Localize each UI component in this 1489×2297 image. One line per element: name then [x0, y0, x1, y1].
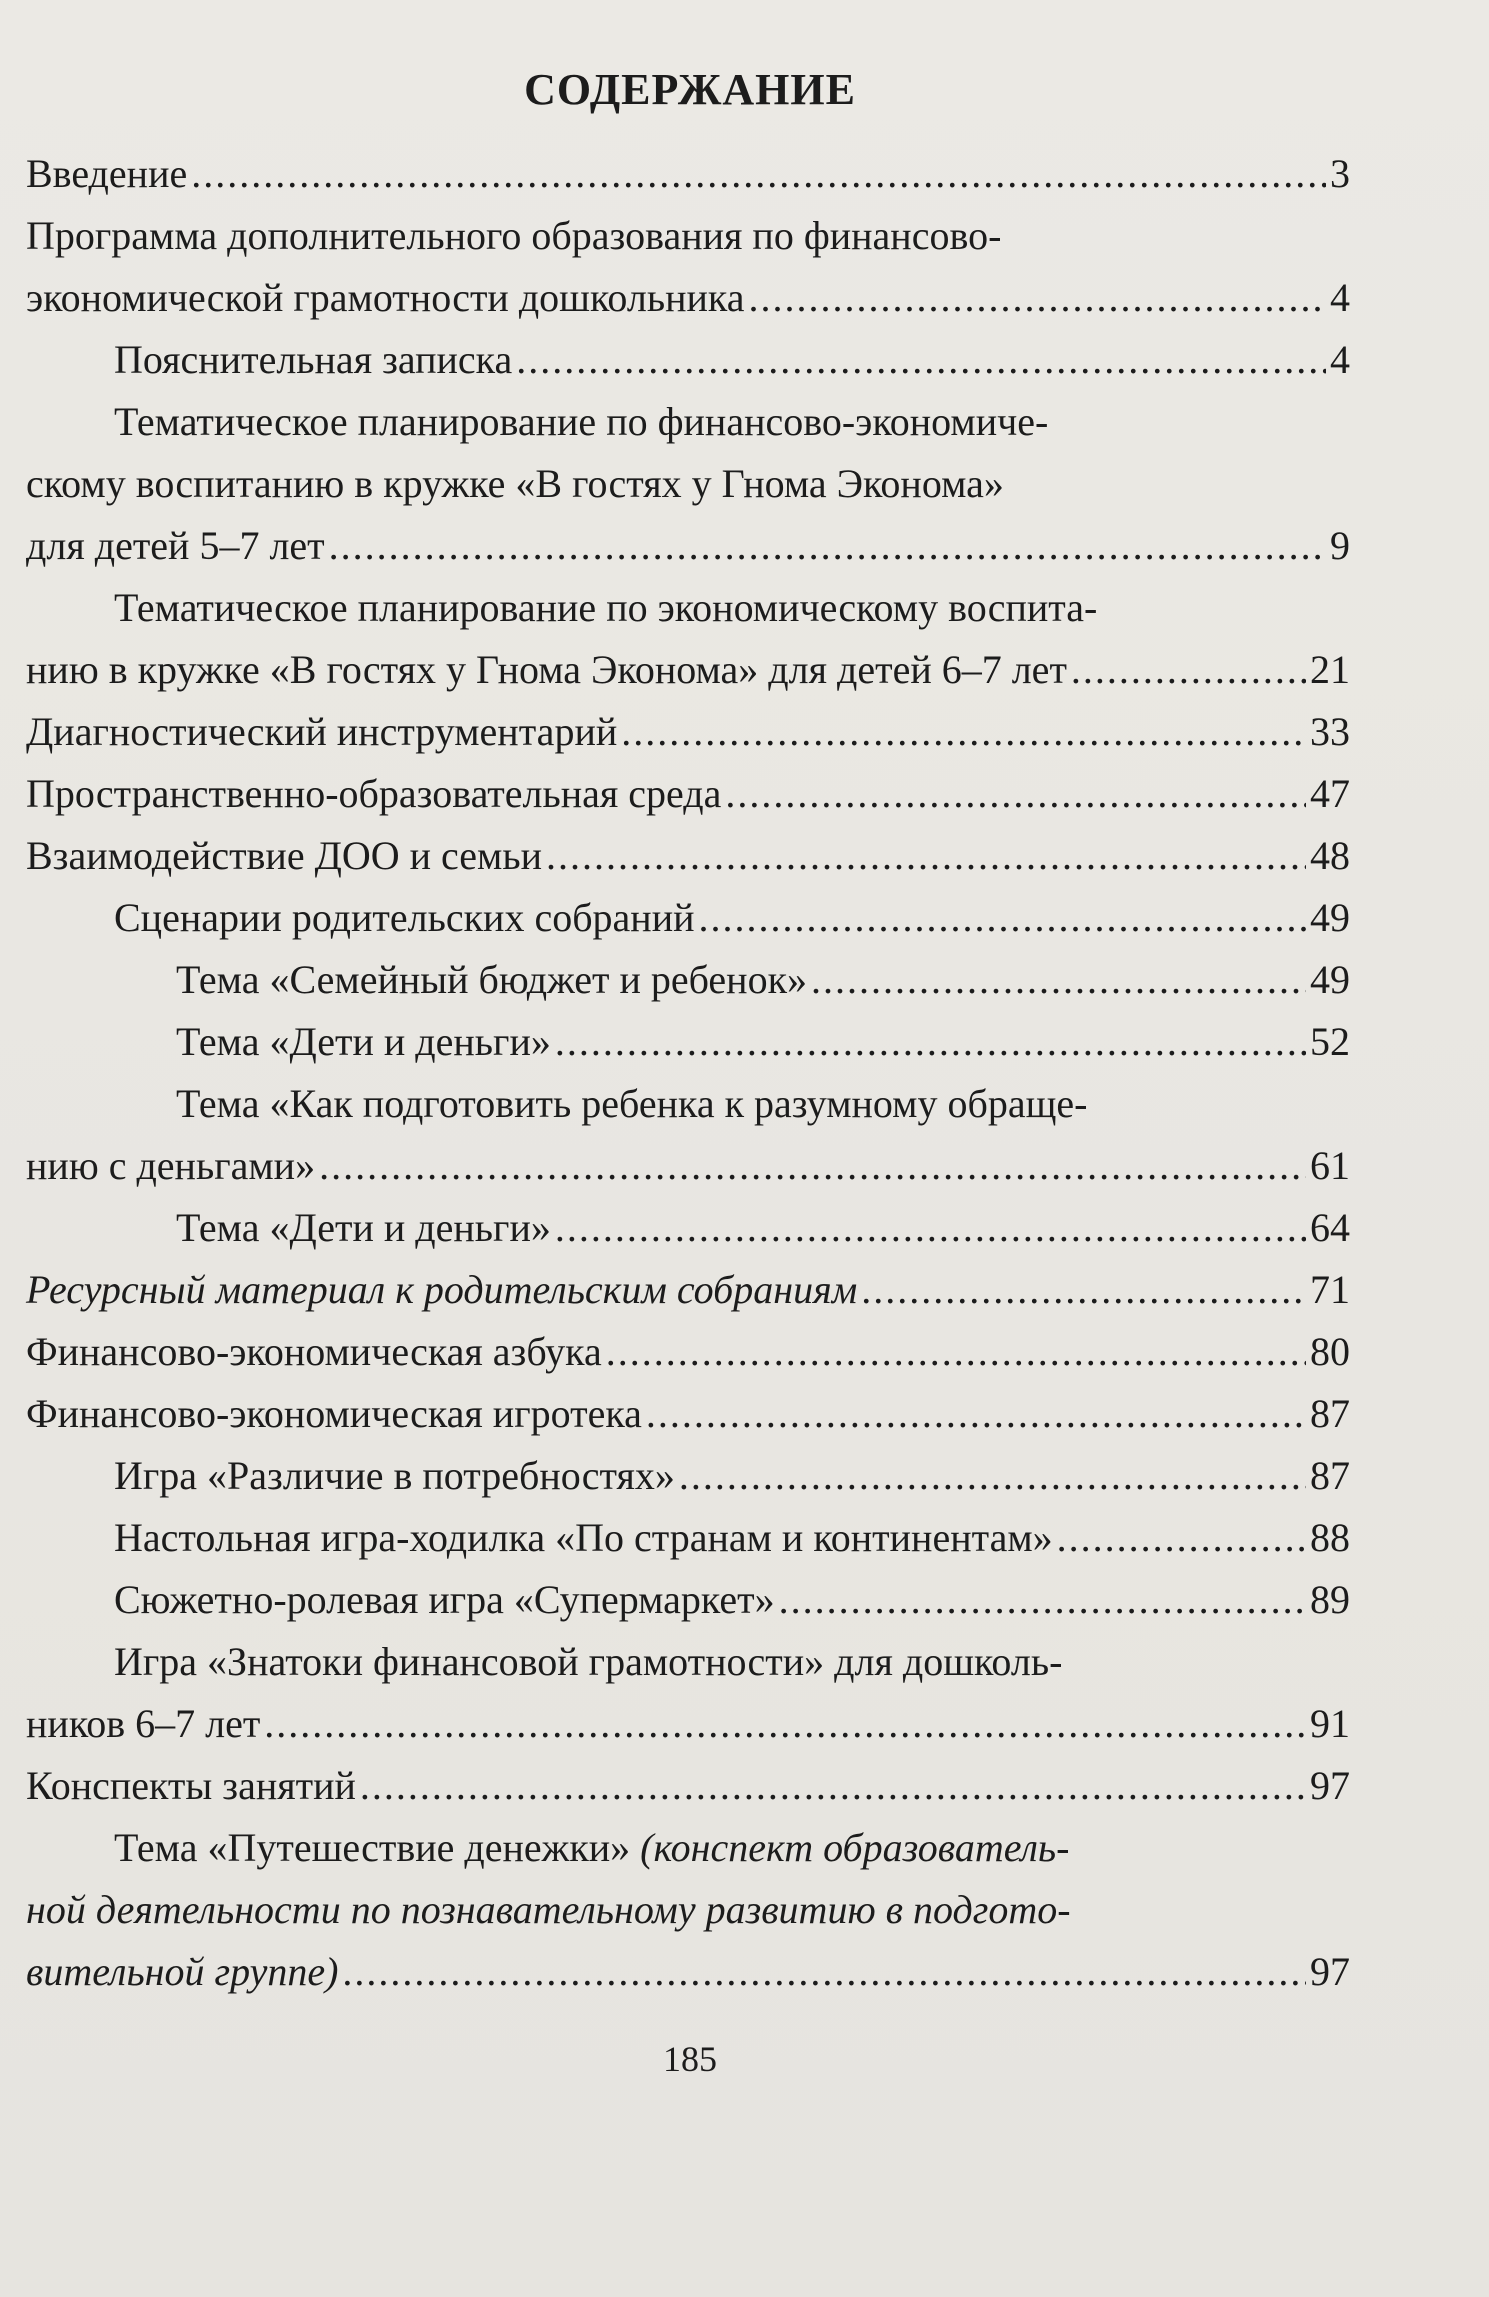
- toc-entry-introduction[interactable]: [26, 143, 1350, 205]
- toc-entry-subtitle: вительной группе): [26, 1949, 339, 1994]
- toc-entry-family-interaction[interactable]: [26, 825, 1350, 887]
- toc-entry-children-money[interactable]: [26, 1011, 1350, 1073]
- leader-dots: [555, 1197, 1306, 1259]
- leader-dots: [319, 1135, 1306, 1197]
- toc-entry-title: Настольная игра-ходилка «По странам и континентам»: [114, 1515, 1053, 1560]
- leader-dots: [606, 1321, 1306, 1383]
- toc-entry-money-journey[interactable]: [26, 1817, 1350, 2003]
- leader-dots: [748, 267, 1326, 329]
- toc-entry-thematic-planning-6-7[interactable]: [26, 577, 1350, 701]
- toc-entry-title: Тематическое планирование по финансово-экономиче-: [114, 399, 1049, 444]
- toc-page-number: 49: [1310, 895, 1350, 940]
- leader-dots: [1071, 639, 1306, 701]
- leader-dots: [360, 1755, 1306, 1817]
- toc-entry-title: Взаимодействие ДОО и семьи: [26, 833, 543, 878]
- toc-entry-game-needs[interactable]: [26, 1445, 1350, 1507]
- page-number: 185: [663, 2039, 717, 2079]
- toc-entry-title: Тема «Дети и деньги»: [176, 1019, 551, 1064]
- toc-entry-game-library[interactable]: [26, 1383, 1350, 1445]
- toc-entry-title-line: [26, 1817, 1350, 1879]
- toc-entry-subtitle: (конспект образователь-: [640, 1825, 1070, 1870]
- toc-page-number: 97: [1310, 1763, 1350, 1808]
- page-title: СОДЕРЖАНИЕ: [524, 65, 856, 114]
- toc-entry-family-budget[interactable]: [26, 949, 1350, 1011]
- toc-entry-title: Программа дополнительного образования по финансово-: [26, 213, 1002, 258]
- toc-entry-title: Тема «Семейный бюджет и ребенок»: [176, 957, 808, 1002]
- toc-page-number: 9: [1330, 523, 1350, 568]
- toc-entry-title: Тема «Путешествие денежки»: [114, 1825, 631, 1870]
- toc-page-number: 61: [1310, 1143, 1350, 1188]
- toc-entry-title: Ресурсный материал к родительским собраниям: [26, 1267, 858, 1312]
- toc-entry-program[interactable]: [26, 205, 1350, 329]
- toc-entry-title: нию с деньгами»: [26, 1143, 316, 1188]
- toc-entry-title: нию в кружке «В гостях у Гнома Эконома» для детей 6–7 лет: [26, 647, 1067, 692]
- toc-entry-finance-experts[interactable]: [26, 1631, 1350, 1755]
- toc-entry-prepare-child[interactable]: [26, 1073, 1350, 1197]
- toc-entry-title: экономической грамотности дошкольника: [26, 275, 745, 320]
- leader-dots: [725, 763, 1306, 825]
- toc-entry-title: скому воспитанию в кружке «В гостях у Гнома Эконома»: [26, 461, 1004, 506]
- toc-page-number: 88: [1310, 1515, 1350, 1560]
- toc-page-number: 87: [1310, 1391, 1350, 1436]
- leader-dots: [679, 1445, 1306, 1507]
- toc-entry-environment[interactable]: [26, 763, 1350, 825]
- toc-entry-title: Игра «Различие в потребностях»: [114, 1453, 675, 1498]
- table-of-contents: [26, 143, 1350, 2003]
- leader-dots: [329, 515, 1326, 577]
- toc-entry-resource-material[interactable]: [26, 1259, 1350, 1321]
- toc-page-number: 4: [1330, 275, 1350, 320]
- toc-entry-title: Сценарии родительских собраний: [114, 895, 695, 940]
- toc-entry-lesson-notes[interactable]: [26, 1755, 1350, 1817]
- leader-dots: [516, 329, 1326, 391]
- leader-dots: [555, 1011, 1306, 1073]
- leader-dots: [621, 701, 1306, 763]
- toc-entry-title: ников 6–7 лет: [26, 1701, 261, 1746]
- toc-entry-role-play[interactable]: [26, 1569, 1350, 1631]
- leader-dots: [646, 1383, 1306, 1445]
- leader-dots: [342, 1941, 1306, 2003]
- toc-page-number: 89: [1310, 1577, 1350, 1622]
- toc-page-number: 97: [1310, 1949, 1350, 1994]
- toc-entry-title: для детей 5–7 лет: [26, 523, 325, 568]
- toc-page-number: 3: [1330, 151, 1350, 196]
- toc-entry-parent-meetings[interactable]: [26, 887, 1350, 949]
- toc-entry-title: Тематическое планирование по экономическому воспита-: [114, 585, 1098, 630]
- toc-entry-title: Пространственно-образовательная среда: [26, 771, 722, 816]
- toc-page-number: 48: [1310, 833, 1350, 878]
- toc-entry-thematic-planning-5-7[interactable]: [26, 391, 1350, 577]
- toc-entry-title: Финансово-экономическая игротека: [26, 1391, 642, 1436]
- leader-dots: [811, 949, 1306, 1011]
- toc-page-number: 71: [1310, 1267, 1350, 1312]
- toc-entry-alphabet[interactable]: [26, 1321, 1350, 1383]
- leader-dots: [264, 1693, 1306, 1755]
- leader-dots: [191, 143, 1326, 205]
- toc-entry-title: Конспекты занятий: [26, 1763, 356, 1808]
- toc-page-number: 33: [1310, 709, 1350, 754]
- toc-entry-board-game[interactable]: [26, 1507, 1350, 1569]
- toc-page-number: 21: [1310, 647, 1350, 692]
- toc-entry-explanatory-note[interactable]: [26, 329, 1350, 391]
- toc-entry-title: Диагностический инструментарий: [26, 709, 618, 754]
- toc-page-number: 49: [1310, 957, 1350, 1002]
- toc-page-number: 4: [1330, 337, 1350, 382]
- toc-entry-title: Игра «Знатоки финансовой грамотности» для дошколь-: [114, 1639, 1063, 1684]
- leader-dots: [546, 825, 1306, 887]
- toc-page-number: 80: [1310, 1329, 1350, 1374]
- toc-entry-title: Тема «Как подготовить ребенка к разумному обраще-: [176, 1081, 1088, 1126]
- toc-page-number: 52: [1310, 1019, 1350, 1064]
- toc-entry-title: Тема «Дети и деньги»: [176, 1205, 551, 1250]
- toc-entry-children-money-2[interactable]: [26, 1197, 1350, 1259]
- toc-page-number: 64: [1310, 1205, 1350, 1250]
- toc-entry-title: Пояснительная записка: [114, 337, 513, 382]
- toc-entry-diagnostics[interactable]: [26, 701, 1350, 763]
- leader-dots: [861, 1259, 1306, 1321]
- toc-entry-subtitle: ной деятельности по познавательному развитию в подгото-: [26, 1887, 1071, 1932]
- toc-entry-title: Введение: [26, 151, 188, 196]
- toc-page-number: 47: [1310, 771, 1350, 816]
- toc-entry-title: Сюжетно-ролевая игра «Супермаркет»: [114, 1577, 775, 1622]
- toc-entry-title: Финансово-экономическая азбука: [26, 1329, 602, 1374]
- toc-page-number: 91: [1310, 1701, 1350, 1746]
- leader-dots: [1057, 1507, 1306, 1569]
- toc-page-number: 87: [1310, 1453, 1350, 1498]
- leader-dots: [699, 887, 1306, 949]
- leader-dots: [779, 1569, 1306, 1631]
